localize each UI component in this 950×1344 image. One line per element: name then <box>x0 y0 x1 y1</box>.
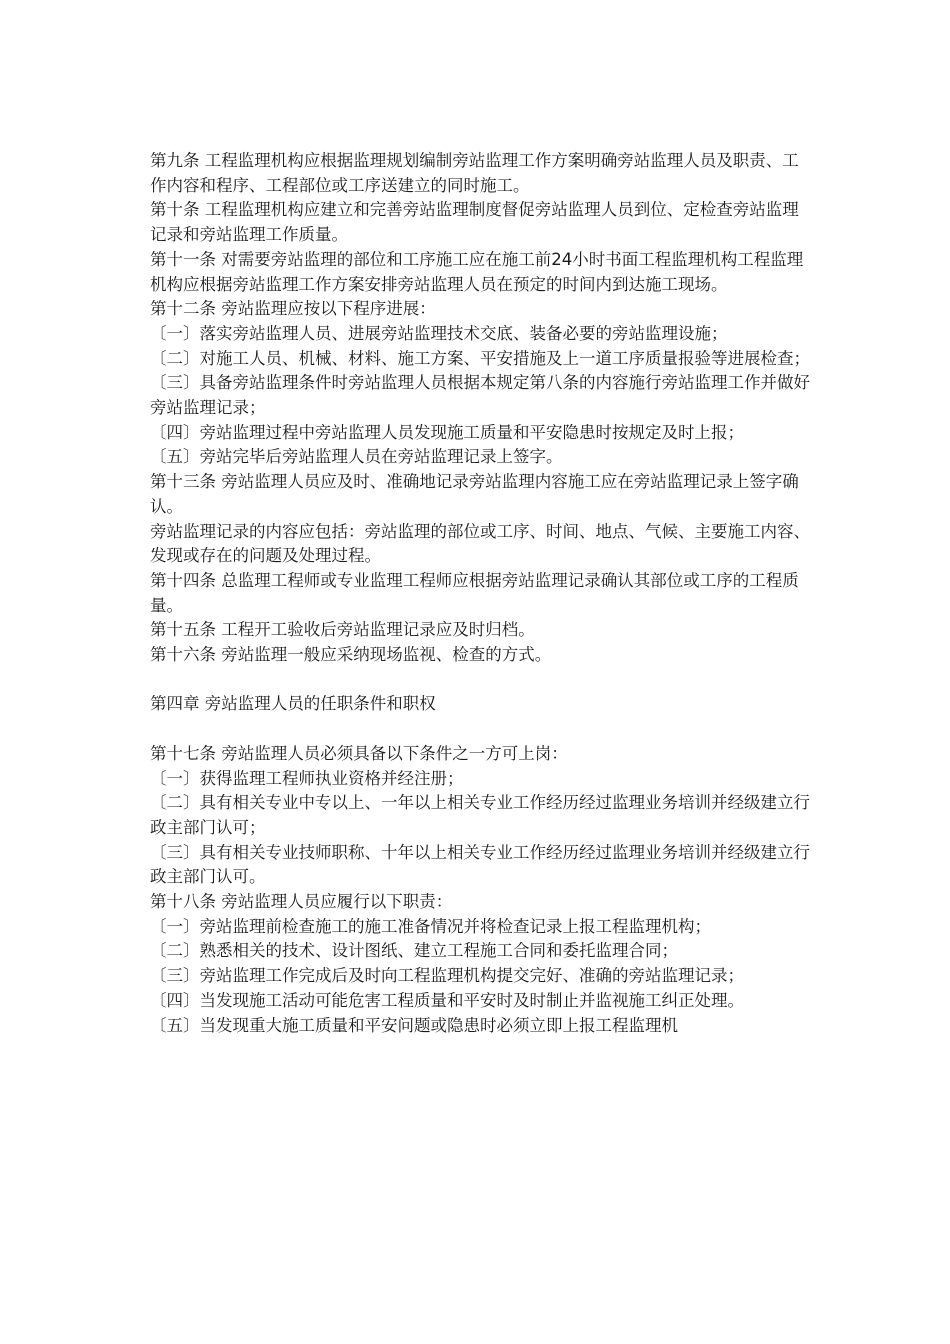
blank-line <box>150 668 810 693</box>
paragraph-article-16: 第十六条 旁站监理一般应采纳现场监视、检查的方式。 <box>150 645 552 665</box>
list-item-12-5: 〔五〕旁站完毕后旁站监理人员在旁站监理记录上签字。 <box>150 447 563 467</box>
paragraph-article-11: 第十一条 对需要旁站监理的部位和工序施工应在施工前24小时书面工程监理机构工程监理机构应根据旁站监理工作方案安排旁站监理人员在预定的时间内到达施工现场。 <box>150 249 804 294</box>
list-item-18-3: 〔三〕旁站监理工作完成后及时向工程监理机构提交完好、准确的旁站监理记录； <box>150 966 744 986</box>
list-item-17-2: 〔二〕具有相关专业中专以上、一年以上相关专业工作经历经过监理业务培训并经级建立行政主部门认可； <box>150 793 810 837</box>
paragraph-article-17: 第十七条 旁站监理人员必须具备以下条件之一方可上岗： <box>150 743 568 763</box>
list-item-18-2: 〔二〕熟悉相关的技术、设计图纸、建立工程施工合同和委托监理合同； <box>150 941 678 961</box>
paragraph-article-15: 第十五条 工程开工验收后旁站监理记录应及时归档。 <box>150 620 535 640</box>
blank-line <box>150 717 810 742</box>
list-item-12-4: 〔四〕旁站监理过程中旁站监理人员发现施工质量和平安隐患时按规定及时上报； <box>150 422 744 442</box>
list-item-18-5: 〔五〕当发现重大施工质量和平安问题或隐患时必须立即上报工程监理机 <box>150 1015 678 1035</box>
list-item-17-3: 〔三〕具有相关专业技师职称、十年以上相关专业工作经历经过监理业务培训并经级建立行政主部门认可。 <box>150 842 810 887</box>
paragraph-record-contents: 旁站监理记录的内容应包括：旁站监理的部位或工序、时间、地点、气候、主要施工内容、发现或存在的问题及处理过程。 <box>150 521 810 566</box>
list-item-12-3: 〔三〕具备旁站监理条件时旁站监理人员根据本规定第八条的内容施行旁站监理工作并做好旁站监理记录； <box>150 373 810 418</box>
list-item-12-1: 〔一〕落实旁站监理人员、进展旁站监理技术交底、装备必要的旁站监理设施； <box>150 323 728 343</box>
paragraph-article-9: 第九条 工程监理机构应根据监理规划编制旁站监理工作方案明确旁站监理人员及职责、工作内容和程序、工程部位或工序送建立的同时施工。 <box>150 151 799 195</box>
list-item-17-1: 〔一〕获得监理工程师执业资格并经注册； <box>150 768 464 788</box>
document-body <box>150 149 810 1038</box>
chapter-heading: 第四章 旁站监理人员的任职条件和职权 <box>150 694 436 714</box>
paragraph-article-14: 第十四条 总监理工程师或专业监理工程师应根据旁站监理记录确认其部位或工序的工程质量。 <box>150 570 799 615</box>
paragraph-article-12: 第十二条 旁站监理应按以下程序进展： <box>150 299 436 319</box>
paragraph-article-13: 第十三条 旁站监理人员应及时、准确地记录旁站监理内容施工应在旁站监理记录上签字确认。 <box>150 472 799 516</box>
list-item-18-1: 〔一〕旁站监理前检查施工的施工准备情况并将检查记录上报工程监理机构； <box>150 916 711 936</box>
list-item-12-2: 〔二〕对施工人员、机械、材料、施工方案、平安措施及上一道工序质量报验等进展检查； <box>150 348 810 368</box>
paragraph-article-18: 第十八条 旁站监理人员应履行以下职责： <box>150 892 453 912</box>
list-item-18-4: 〔四〕当发现施工活动可能危害工程质量和平安时及时制止并监视施工纠正处理。 <box>150 990 744 1010</box>
paragraph-article-10: 第十条 工程监理机构应建立和完善旁站监理制度督促旁站监理人员到位、定检查旁站监理记录和旁站监理工作质量。 <box>150 200 799 245</box>
